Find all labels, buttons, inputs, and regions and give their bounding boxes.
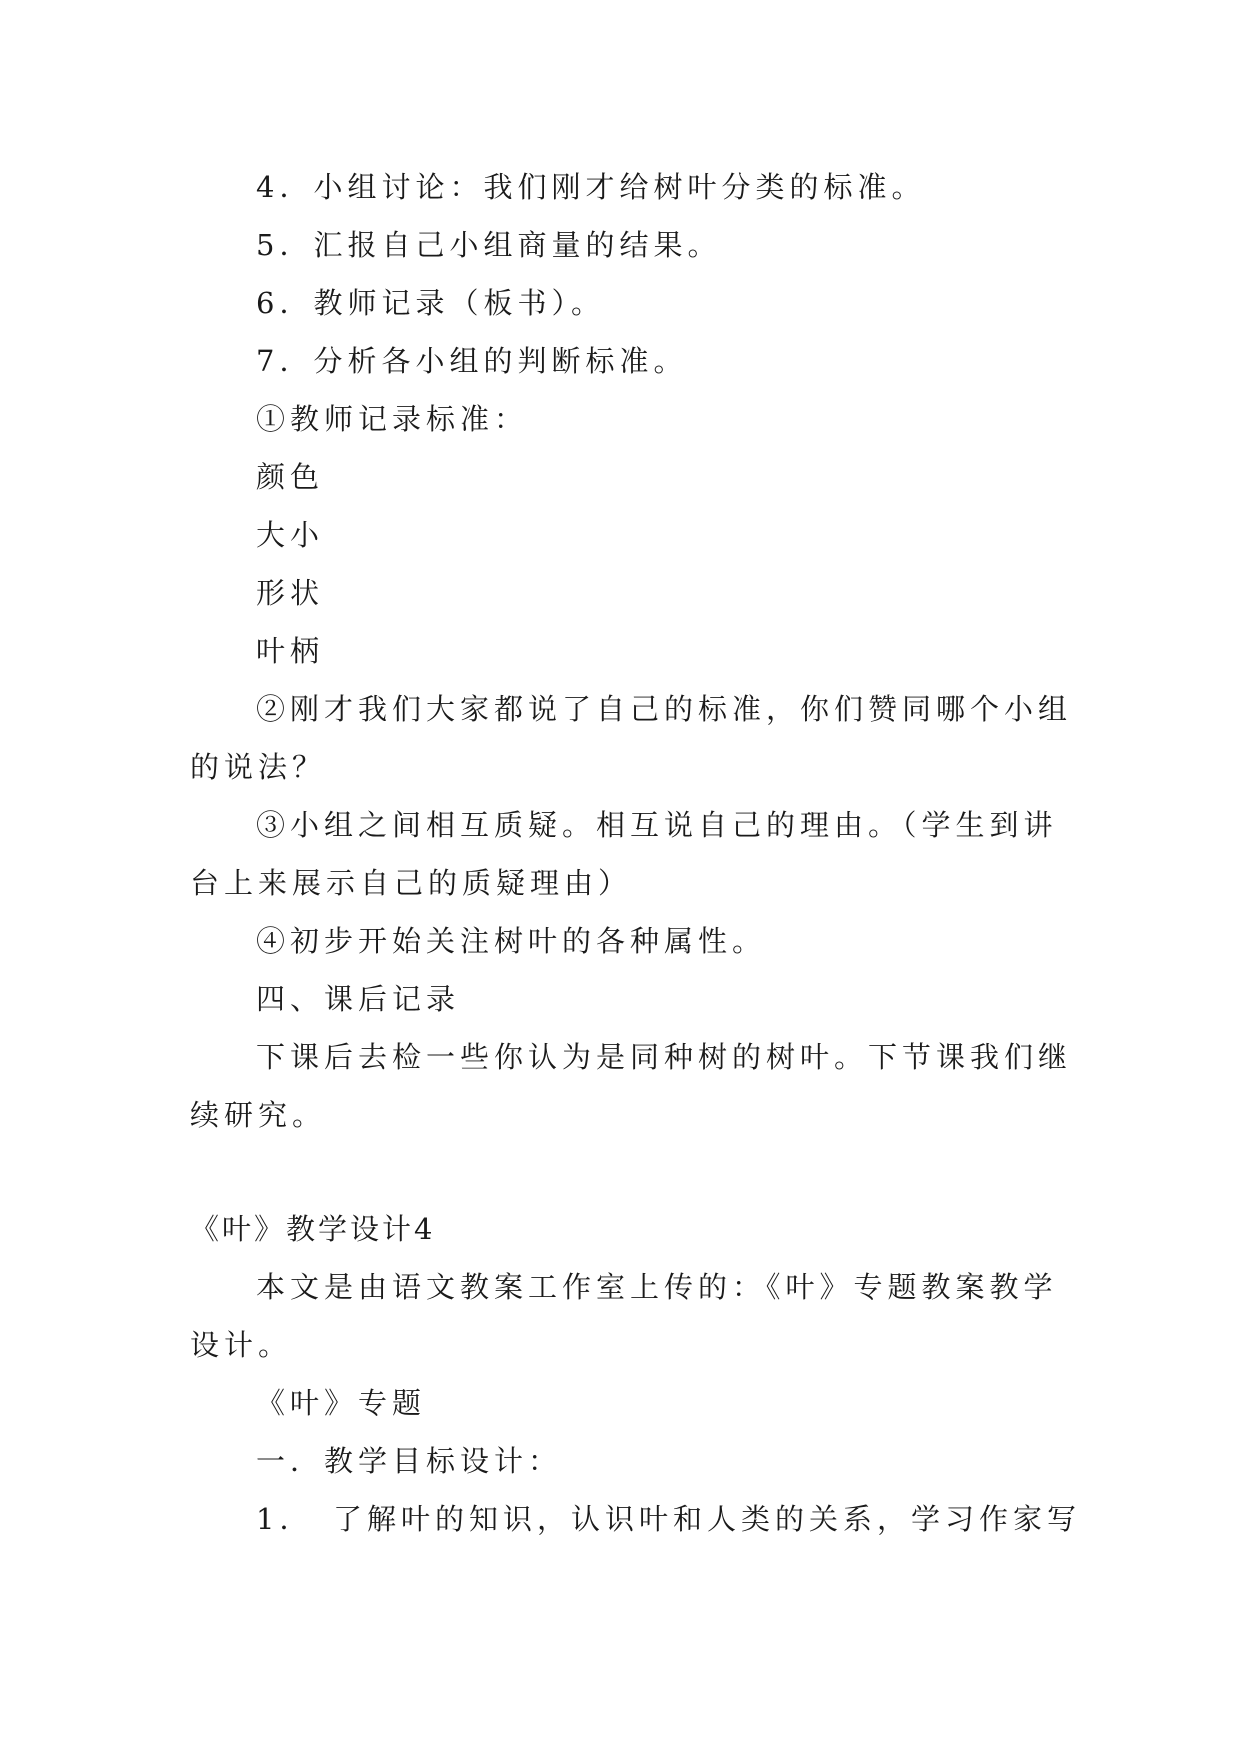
section-heading: 四、课后记录: [256, 982, 461, 1016]
paragraph-line: 叶柄: [256, 634, 325, 668]
paragraph-line: 6．教师记录（板书）。: [256, 286, 605, 320]
paragraph-line: 的说法？: [190, 750, 327, 784]
paragraph-line: ①教师记录标准：: [256, 402, 529, 436]
paragraph-line: 本文是由语文教案工作室上传的：《叶》专题教案教学: [256, 1270, 1058, 1304]
paragraph-line: 1． 了解叶的知识，认识叶和人类的关系，学习作家写: [256, 1502, 1081, 1536]
paragraph-line: 大小: [256, 518, 325, 552]
document-title: 《叶》教学设计4: [190, 1212, 436, 1246]
paragraph-line: 4．小组讨论：我们刚才给树叶分类的标准。: [256, 170, 926, 204]
paragraph-line: 下课后去检一些你认为是同种树的树叶。下节课我们继: [256, 1040, 1073, 1074]
paragraph-line: 设计。: [190, 1328, 293, 1362]
paragraph-line: 台上来展示自己的质疑理由）: [190, 866, 633, 900]
paragraph-line: 颜色: [256, 460, 325, 494]
paragraph-line: 续研究。: [190, 1098, 327, 1132]
paragraph-line: 形状: [256, 576, 325, 610]
subheading: 《叶》专题: [256, 1386, 427, 1420]
section-heading: 一．教学目标设计：: [256, 1444, 563, 1478]
paragraph-line: ③小组之间相互质疑。相互说自己的理由。（学生到讲: [256, 808, 1058, 842]
paragraph-line: ②刚才我们大家都说了自己的标准，你们赞同哪个小组: [256, 692, 1073, 726]
paragraph-line: ④初步开始关注树叶的各种属性。: [256, 924, 767, 958]
paragraph-line: 5．汇报自己小组商量的结果。: [256, 228, 722, 262]
paragraph-line: 7．分析各小组的判断标准。: [256, 344, 688, 378]
